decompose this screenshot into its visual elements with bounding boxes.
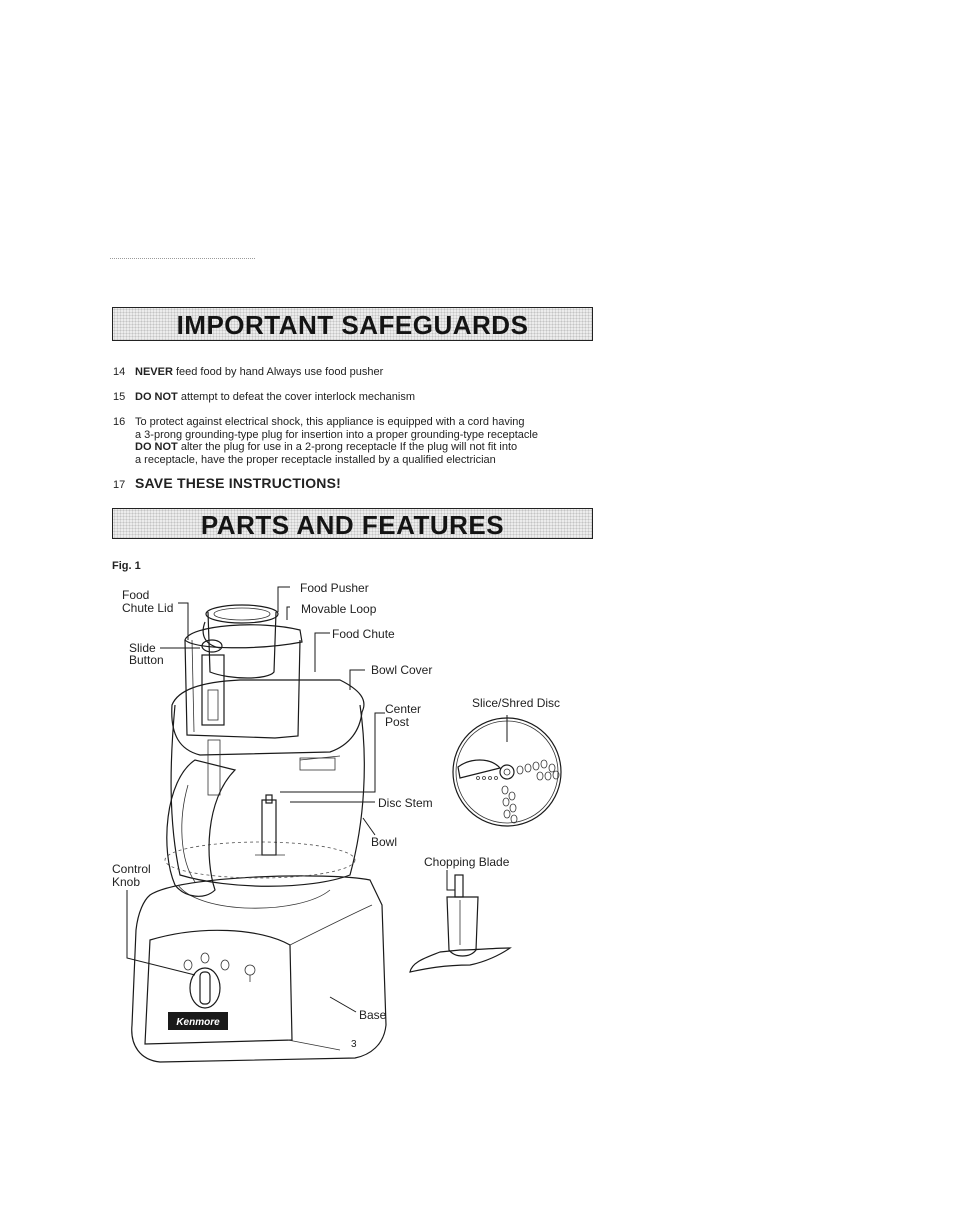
label-control-knob-2: Knob — [112, 875, 141, 889]
item-emphasis: DO NOT — [135, 441, 178, 453]
callout-leaders — [127, 587, 507, 1012]
parts-and-features-banner — [112, 508, 593, 539]
item-text: attempt to defeat the cover interlock mechanism — [177, 391, 416, 403]
chopping-blade-illustration — [410, 875, 510, 972]
page-number: 3 — [351, 1039, 357, 1050]
item-text-line-1: To protect against electrical shock, this appliance is equipped with a cord having — [135, 416, 525, 428]
banner-title: PARTS AND FEATURES — [200, 510, 505, 540]
figure-label: Fig. 1 — [112, 560, 141, 572]
safeguard-item-17 — [113, 477, 341, 492]
label-bowl: Bowl — [371, 835, 398, 849]
item-number: 15 — [113, 391, 126, 403]
scan-artifact-dots — [110, 258, 255, 261]
label-food-pusher: Food Pusher — [300, 581, 369, 595]
label-center-post-1: Center — [385, 702, 422, 716]
item-text-line-4: a receptacle, have the proper receptacle installed by a qualified electrician — [135, 453, 496, 466]
label-food-chute: Food Chute — [332, 627, 395, 641]
safeguard-item-16 — [113, 416, 538, 466]
food-processor-diagram — [100, 570, 561, 1070]
label-slide-button-2: Button — [129, 653, 164, 667]
item-text-line-3: alter the plug for use in a 2-prong receptacle If the plug will not fit into — [177, 441, 518, 453]
label-movable-loop: Movable Loop — [301, 602, 377, 616]
label-food-chute-lid-1: Food — [122, 588, 150, 602]
important-safeguards-banner — [112, 307, 593, 341]
item-text-line-2: a 3-prong grounding-type plug for insertion into a proper grounding-type receptacle — [135, 428, 538, 441]
brand-logo-text: Kenmore — [176, 1017, 220, 1028]
label-control-knob-1: Control — [112, 862, 151, 876]
label-slice-shred-disc: Slice/Shred Disc — [472, 696, 561, 710]
food-processor-illustration — [132, 605, 386, 1062]
label-center-post-2: Post — [385, 715, 410, 729]
label-food-chute-lid-2: Chute Lid — [122, 601, 174, 615]
item-text: feed food by hand Always use food pusher — [172, 366, 384, 378]
banner-title: IMPORTANT SAFEGUARDS — [176, 310, 529, 340]
label-chopping-blade: Chopping Blade — [424, 855, 510, 869]
item-emphasis: NEVER — [135, 366, 173, 378]
label-slide-button-1: Slide — [129, 641, 156, 655]
item-number: 14 — [113, 366, 126, 378]
item-emphasis: DO NOT — [135, 391, 178, 403]
item-number: 17 — [113, 479, 126, 491]
label-base: Base — [359, 1008, 387, 1022]
item-emphasis: SAVE THESE INSTRUCTIONS! — [135, 475, 342, 491]
label-bowl-cover: Bowl Cover — [371, 663, 433, 677]
safeguard-item-14 — [113, 366, 383, 379]
label-disc-stem: Disc Stem — [378, 796, 433, 810]
safeguard-item-15 — [113, 391, 415, 404]
item-number: 16 — [113, 416, 126, 428]
